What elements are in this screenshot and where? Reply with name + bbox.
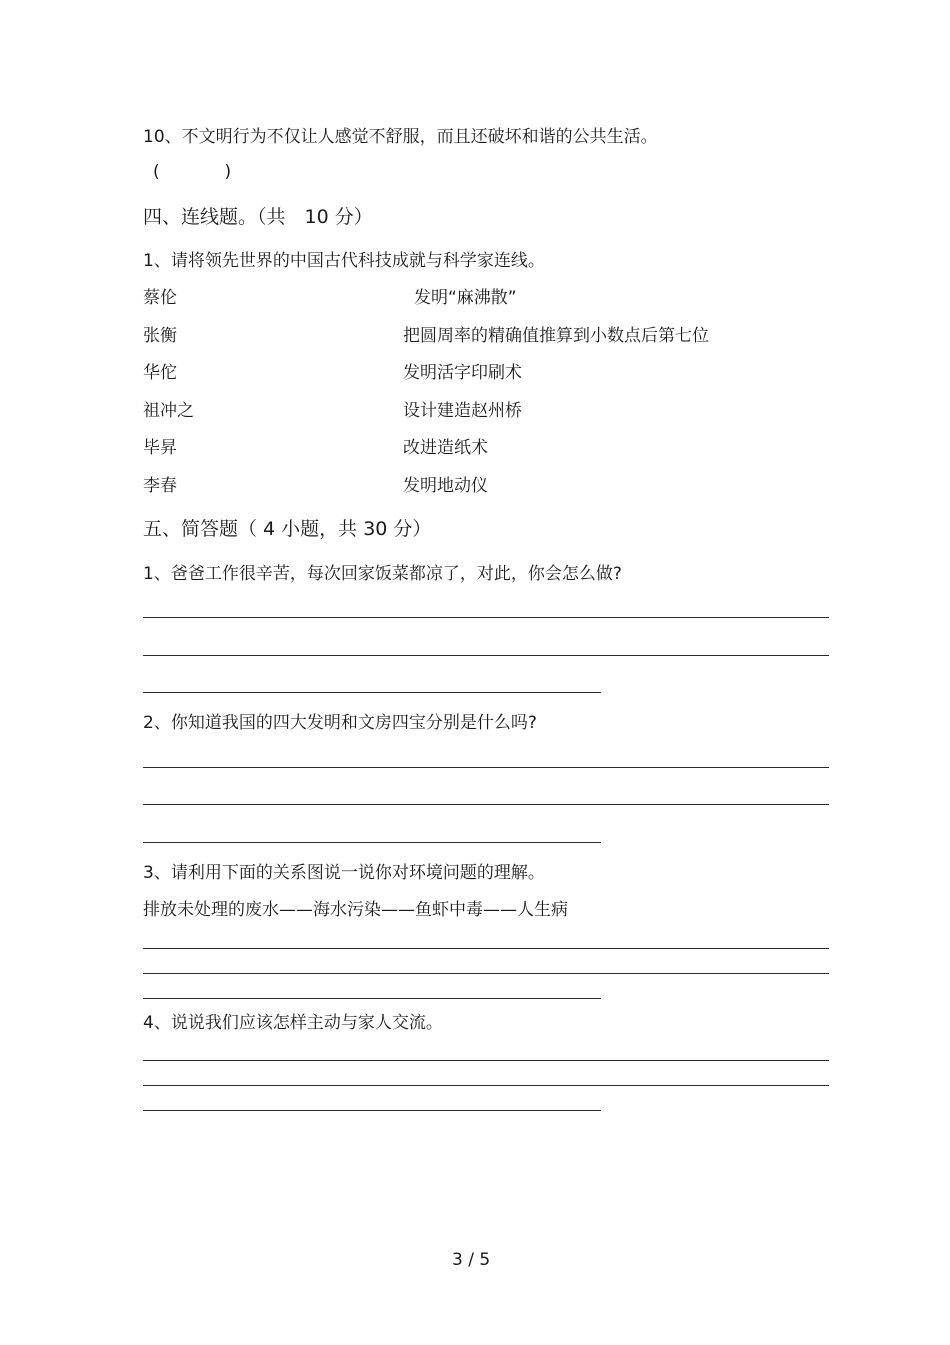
scientist-name: 祖冲之 [143,401,194,421]
section-4-title: 四、连线题。（共 10 分） [143,206,373,228]
question-2: 2、你知道我国的四大发明和文房四宝分别是什么吗? [143,713,537,733]
achievement: 改进造纸术 [403,438,488,458]
page-number: 3 / 5 [452,1250,491,1270]
scientist-name: 李春 [143,476,177,496]
scientist-name: 蔡伦 [143,288,177,308]
achievement: 发明活字印刷术 [403,363,522,383]
achievement: 设计建造赵州桥 [403,401,522,421]
scientist-name: 毕昇 [143,438,177,458]
answer-line[interactable] [143,948,829,949]
question-4: 4、说说我们应该怎样主动与家人交流。 [143,1013,443,1033]
scientist-name: 华佗 [143,363,177,383]
matching-instruction: 1、请将领先世界的中国古代科技成就与科学家连线。 [143,251,545,271]
question-10-text: 10、不文明行为不仅让人感觉不舒服，而且还破坏和谐的公共生活。 [143,127,658,147]
answer-line[interactable] [143,842,601,843]
answer-line[interactable] [143,998,601,999]
scientist-name: 张衡 [143,326,177,346]
answer-parentheses: ( ) [153,162,232,182]
answer-line[interactable] [143,1085,829,1086]
relation-chain: 排放未处理的废水——海水污染——鱼虾中毒——人生病 [143,900,568,920]
answer-line[interactable] [143,973,829,974]
answer-line[interactable] [143,617,829,618]
answer-line[interactable] [143,692,601,693]
answer-line[interactable] [143,804,829,805]
answer-line[interactable] [143,767,829,768]
answer-line[interactable] [143,655,829,656]
answer-line[interactable] [143,1110,601,1111]
achievement: 发明地动仪 [403,476,488,496]
question-3: 3、请利用下面的关系图说一说你对环境问题的理解。 [143,863,545,883]
question-1: 1、爸爸工作很辛苦，每次回家饭菜都凉了，对此，你会怎么做? [143,564,622,584]
answer-line[interactable] [143,1060,829,1061]
achievement: 把圆周率的精确值推算到小数点后第七位 [403,326,709,346]
section-5-title: 五、简答题（ 4 小题，共 30 分） [143,518,432,540]
achievement: 发明“麻沸散” [414,288,517,308]
